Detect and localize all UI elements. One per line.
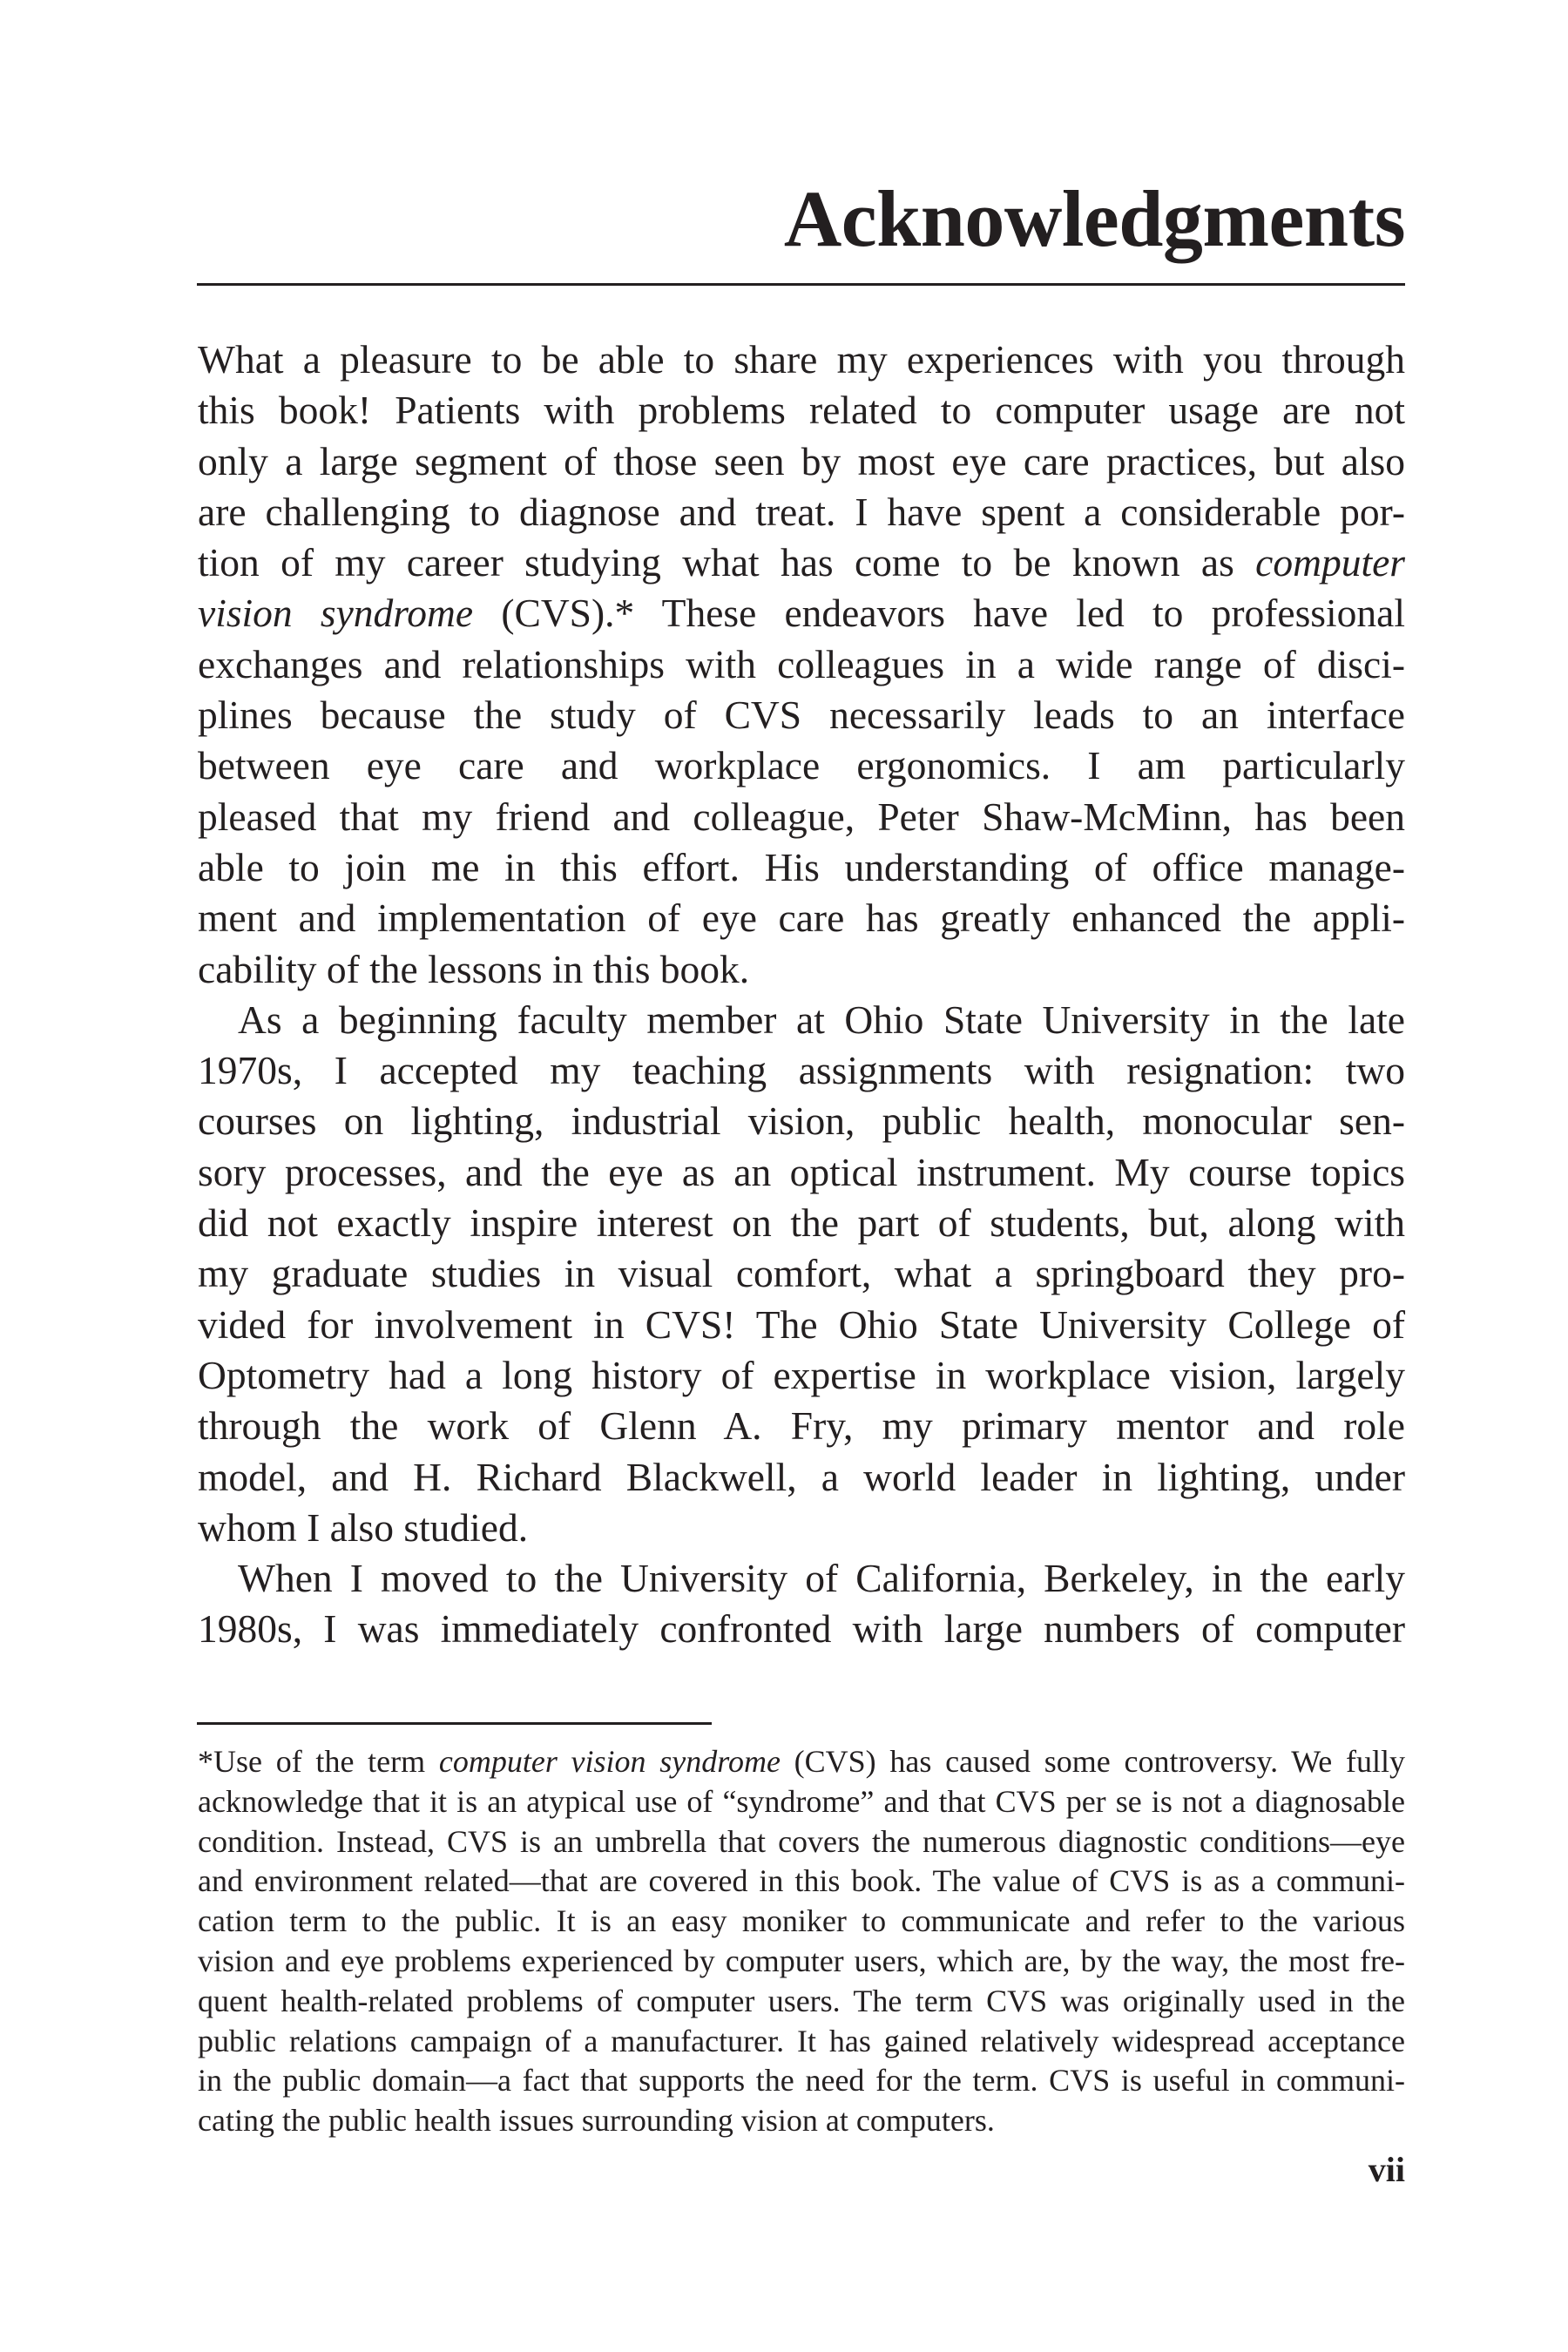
body-line <box>198 639 1405 690</box>
text-segment: whom I also studied. <box>198 1504 529 1550</box>
body-line <box>198 1452 1405 1503</box>
body-line <box>198 1045 1405 1096</box>
italic-text: vision syndrome <box>198 591 474 636</box>
title-rule <box>197 283 1405 286</box>
line-content <box>198 944 749 995</box>
text-segment: *Use of the term <box>198 1744 439 1779</box>
line-content <box>198 1150 1405 1194</box>
text-segment: and environment related—that are covered in this book. The value of CVS is as a communi- <box>198 1863 1405 1899</box>
page-number: vii <box>1368 2150 1405 2189</box>
footnote-line <box>198 1782 1405 1822</box>
text-segment: vided for involvement in CVS! The Ohio State University College of <box>198 1301 1405 1347</box>
line-content <box>198 1943 1405 1978</box>
text-segment: are challenging to diagnose and treat. I have spent a considerable por- <box>198 489 1405 534</box>
text-segment: (CVS).* These endeavors have led to professional <box>473 591 1405 636</box>
text-segment: cation term to the public. It is an easy moniker to communicate and refer to the various <box>198 1903 1405 1939</box>
body-line <box>198 1248 1405 1299</box>
line-content <box>198 1606 1405 1651</box>
body-line <box>198 588 1405 639</box>
text-segment: in the public domain—a fact that supports the need for the term. CVS is useful in communi- <box>198 2063 1405 2099</box>
line-content <box>198 1784 1405 1819</box>
text-segment: public relations campaign of a manufacturer. It has gained relatively widespread acceptance <box>198 2023 1405 2058</box>
text-segment: condition. Instead, CVS is an umbrella that covers the numerous diagnostic conditions—eye <box>198 1823 1405 1859</box>
line-content <box>198 439 1405 483</box>
line-content <box>198 1455 1405 1499</box>
body-line <box>198 740 1405 791</box>
line-content <box>198 693 1405 737</box>
text-segment: able to join me in this effort. His understanding of office manage- <box>198 844 1405 889</box>
body-line <box>198 1604 1405 1654</box>
footnote-line <box>198 2101 1405 2141</box>
line-content <box>198 1353 1405 1397</box>
line-content <box>198 388 1405 432</box>
text-segment: (CVS) has caused some controversy. We fully <box>780 1744 1405 1779</box>
text-segment: exchanges and relationships with colleagues in a wide range of disci- <box>198 641 1405 686</box>
footnote-separator <box>197 1722 712 1725</box>
text-segment: model, and H. Richard Blackwell, a world leader in lighting, under <box>198 1454 1405 1499</box>
italic-text: computer <box>1255 540 1405 585</box>
line-content <box>198 2063 1405 2098</box>
footnote <box>198 1742 1405 2141</box>
body-line <box>198 792 1405 842</box>
footnote-line <box>198 1862 1405 1902</box>
text-segment: through the work of Glenn A. Fry, my primary mentor and role <box>198 1403 1405 1449</box>
line-content <box>198 1863 1405 1898</box>
body-line <box>198 1401 1405 1451</box>
text-segment: tion of my career studying what has come to be known as <box>198 540 1256 585</box>
line-content <box>198 490 1405 534</box>
italic-text: computer vision syndrome <box>438 1744 781 1779</box>
body-line <box>198 893 1405 943</box>
line-content <box>238 1556 1405 1600</box>
footnote-line <box>198 1982 1405 2022</box>
footnote-line <box>198 2022 1405 2062</box>
text-segment: pleased that my friend and colleague, Peter Shaw-McMinn, has been <box>198 794 1405 839</box>
line-content <box>198 845 1405 889</box>
line-content <box>198 1098 1405 1143</box>
text-segment: courses on lighting, industrial vision, public health, monocular sen- <box>198 1098 1405 1144</box>
body-line <box>198 1553 1405 1604</box>
footnote-line <box>198 1942 1405 1982</box>
text-segment: did not exactly inspire interest on the part of students, but, along with <box>198 1200 1405 1246</box>
text-segment: As a beginning faculty member at Ohio State University in the late <box>238 997 1405 1042</box>
line-content <box>198 1824 1405 1859</box>
line-content <box>198 794 1405 839</box>
line-content <box>198 642 1405 686</box>
body-line <box>198 995 1405 1045</box>
line-content <box>198 2101 995 2141</box>
text-segment: quent health-related problems of computer users. The term CVS was originally used in the <box>198 1983 1405 2018</box>
footnote-line <box>198 1742 1405 1782</box>
line-content <box>198 540 1405 585</box>
line-content <box>198 1403 1405 1448</box>
chapter-title: Acknowledgments <box>783 174 1405 263</box>
body-line <box>198 1096 1405 1146</box>
body-line <box>198 1147 1405 1198</box>
text-segment: cating the public health issues surrounding vision at computers. <box>198 2103 995 2139</box>
text-segment: my graduate studies in visual comfort, what a springboard they pro- <box>198 1251 1405 1296</box>
line-content <box>198 337 1405 382</box>
line-content <box>198 1903 1405 1938</box>
body-line <box>198 335 1405 385</box>
text-segment: cability of the lessons in this book. <box>198 946 750 991</box>
line-content <box>238 997 1405 1042</box>
line-content <box>198 1984 1405 2018</box>
text-segment: What a pleasure to be able to share my experiences with you through <box>198 337 1405 382</box>
body-line <box>198 537 1405 588</box>
body-line <box>198 690 1405 740</box>
body-line <box>198 842 1405 893</box>
text-segment: When I moved to the University of California, Berkeley, in the early <box>238 1556 1405 1601</box>
text-segment: plines because the study of CVS necessarily leads to an interface <box>198 693 1405 738</box>
body-line <box>198 436 1405 487</box>
text-segment: Optometry had a long history of expertise in workplace vision, largely <box>198 1352 1405 1397</box>
line-content <box>198 1503 528 1553</box>
line-content <box>198 1048 1405 1092</box>
body-line <box>198 1300 1405 1350</box>
body-line <box>198 1350 1405 1401</box>
line-content <box>198 1744 1405 1779</box>
body-line <box>198 487 1405 537</box>
body-line <box>198 944 1405 995</box>
line-content <box>198 1200 1405 1245</box>
text-segment: between eye care and workplace ergonomics. I am particularly <box>198 743 1405 788</box>
footnote-line <box>198 1902 1405 1942</box>
footnote-line <box>198 2061 1405 2101</box>
text-segment: 1980s, I was immediately confronted with large numbers of computer <box>198 1606 1405 1652</box>
line-content <box>198 1251 1405 1295</box>
text-segment: 1970s, I accepted my teaching assignments with resignation: two <box>198 1048 1405 1093</box>
line-content <box>198 2024 1405 2058</box>
body-line <box>198 1503 1405 1553</box>
body-line <box>198 1198 1405 1248</box>
line-content <box>198 896 1405 940</box>
text-segment: vision and eye problems experienced by computer users, which are, by the way, the most fre- <box>198 1943 1405 1978</box>
body-line <box>198 385 1405 436</box>
text-segment: this book! Patients with problems related to computer usage are not <box>198 388 1405 433</box>
line-content <box>198 591 1405 635</box>
line-content <box>198 743 1405 787</box>
footnote-line <box>198 1822 1405 1862</box>
body-text <box>198 335 1405 1655</box>
text-segment: acknowledge that it is an atypical use of “syndrome” and that CVS per se is not a diagnosable <box>198 1783 1405 1819</box>
line-content <box>198 1302 1405 1347</box>
text-segment: sory processes, and the eye as an optical instrument. My course topics <box>198 1149 1405 1194</box>
text-segment: ment and implementation of eye care has greatly enhanced the appli- <box>198 896 1405 941</box>
text-segment: only a large segment of those seen by most eye care practices, but also <box>198 438 1405 483</box>
